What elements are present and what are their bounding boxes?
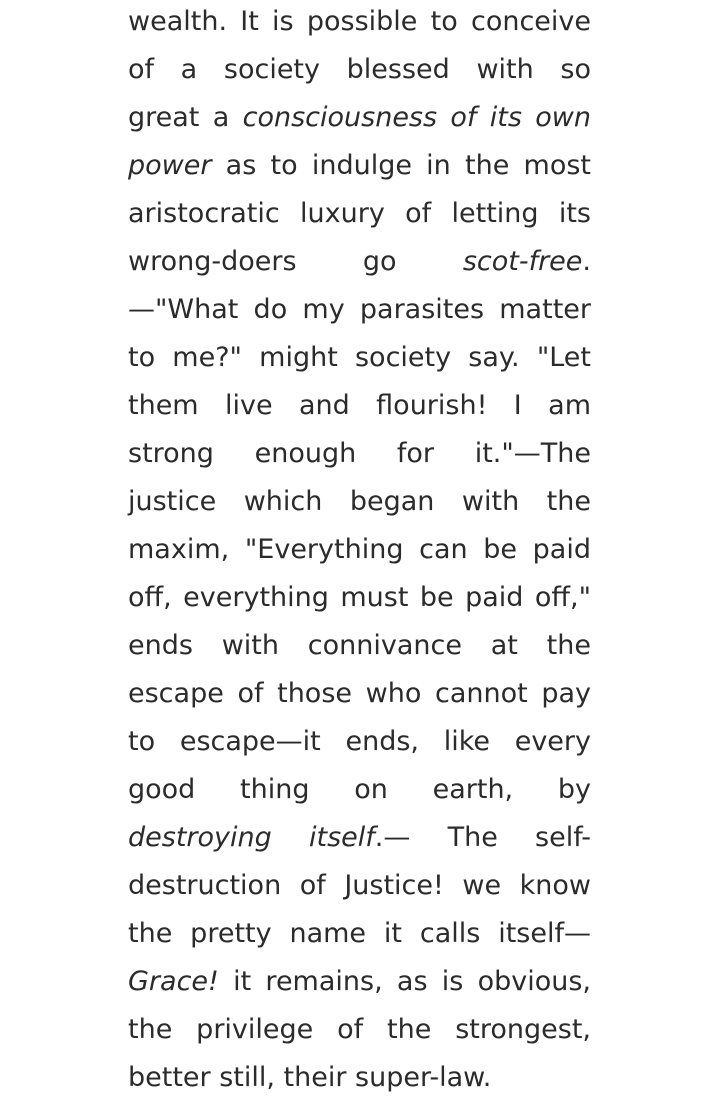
text-line <box>128 334 591 382</box>
text-line <box>128 94 591 142</box>
text-segment: the pretty name it calls itself— <box>128 918 591 949</box>
text-line <box>128 958 591 1006</box>
text-line <box>128 574 591 622</box>
text-column <box>128 0 591 1102</box>
text-segment: good thing on earth, by <box>128 774 591 805</box>
text-segment: scot-free <box>462 246 583 277</box>
text-segment: great a <box>128 102 243 133</box>
text-line <box>128 190 591 238</box>
text-segment: destruction of Justice! we know <box>128 870 591 901</box>
text-segment: maxim, "Everything can be paid <box>128 534 591 565</box>
text-line <box>128 430 591 478</box>
text-segment: better still, their super-law. <box>128 1062 492 1093</box>
text-line <box>128 766 591 814</box>
text-line <box>128 910 591 958</box>
text-segment: the privilege of the strongest, <box>128 1014 591 1045</box>
text-segment: off, everything must be paid off," <box>128 582 591 613</box>
text-line <box>128 622 591 670</box>
text-line <box>128 478 591 526</box>
text-line <box>128 814 591 862</box>
text-line <box>128 286 591 334</box>
text-line <box>128 142 591 190</box>
text-line <box>128 1006 591 1054</box>
text-line <box>128 670 591 718</box>
text-segment: destroying itself <box>128 822 375 853</box>
text-segment: Grace! <box>128 966 219 997</box>
text-line <box>128 0 591 46</box>
text-line <box>128 862 591 910</box>
text-line <box>128 46 591 94</box>
text-segment: . <box>582 246 591 277</box>
text-segment: power <box>128 150 212 181</box>
text-segment: .— The self- <box>374 822 591 853</box>
text-line <box>128 238 591 286</box>
text-line <box>128 718 591 766</box>
text-line <box>128 382 591 430</box>
text-segment: wrong-doers go <box>128 246 463 277</box>
text-segment: ends with connivance at the <box>128 630 591 661</box>
text-segment: aristocratic luxury of letting its <box>128 198 591 229</box>
text-segment: —"What do my parasites matter <box>128 294 591 325</box>
text-line <box>128 526 591 574</box>
text-segment: them live and flourish! I am <box>128 390 591 421</box>
text-segment: to escape—it ends, like every <box>128 726 591 757</box>
text-segment: strong enough for it."—The <box>128 438 591 469</box>
text-segment: wealth. It is possible to conceive <box>128 6 591 37</box>
text-segment: as to indulge in the most <box>211 150 591 181</box>
text-line <box>128 1054 591 1102</box>
text-segment: to me?" might society say. "Let <box>128 342 591 373</box>
text-segment: justice which began with the <box>128 486 591 517</box>
text-segment: escape of those who cannot pay <box>128 678 591 709</box>
text-segment: consciousness of its own <box>242 102 591 133</box>
text-segment: it remains, as is obvious, <box>218 966 591 997</box>
text-segment: of a society blessed with so <box>128 54 591 85</box>
